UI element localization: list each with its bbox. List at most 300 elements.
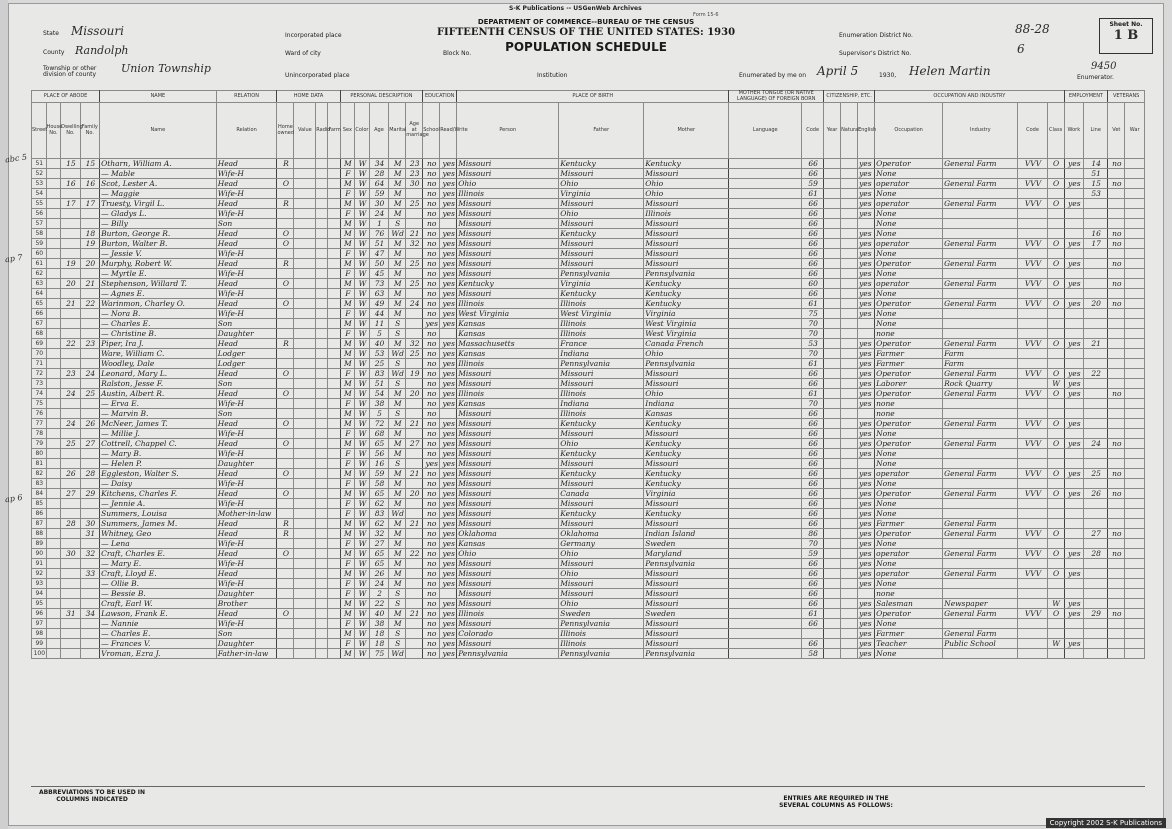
veteran: [1108, 289, 1125, 299]
sex: F: [340, 399, 355, 409]
immigration-year: [824, 329, 841, 339]
veteran: [1108, 509, 1125, 519]
war: [1125, 399, 1145, 409]
birthplace-code: 58: [802, 649, 824, 659]
school: no: [423, 259, 440, 269]
home-owned: R: [277, 519, 294, 529]
column-header: English: [858, 103, 875, 159]
institution-label: Institution: [537, 72, 568, 79]
read-write: yes: [440, 289, 457, 299]
naturalization: [841, 269, 858, 279]
language: [729, 519, 802, 529]
sex: M: [340, 279, 355, 289]
industry: General Farm: [943, 569, 1018, 579]
industry: [943, 229, 1018, 239]
language: [729, 619, 802, 629]
color: W: [355, 329, 370, 339]
occupation: Farmer: [875, 629, 943, 639]
industry: [943, 309, 1018, 319]
unemployment-line: [1084, 559, 1108, 569]
radio: [316, 599, 328, 609]
school: no: [423, 279, 440, 289]
person-name: — Charles E.: [100, 629, 217, 639]
home-value: [294, 209, 316, 219]
immigration-year: [824, 439, 841, 449]
person-name: Leonard, Mary L.: [100, 369, 217, 379]
radio: [316, 409, 328, 419]
naturalization: [841, 199, 858, 209]
relation: Head: [216, 389, 277, 399]
birthplace: Missouri: [457, 499, 559, 509]
birthplace: Missouri: [457, 199, 559, 209]
school: no: [423, 289, 440, 299]
block-label: Block No.: [443, 50, 472, 57]
industry: [943, 209, 1018, 219]
immigration-year: [824, 399, 841, 409]
relation: Wife-H: [216, 539, 277, 549]
family-number: [80, 579, 99, 589]
line-number: 82: [32, 469, 47, 479]
school: no: [423, 299, 440, 309]
occupation-code: VVV: [1018, 489, 1047, 499]
family-number: [80, 459, 99, 469]
at-work: [1064, 359, 1083, 369]
at-work: [1064, 629, 1083, 639]
marital: M: [389, 609, 406, 619]
language: [729, 539, 802, 549]
industry: [943, 319, 1018, 329]
sex: F: [340, 289, 355, 299]
family-number: [80, 619, 99, 629]
unemployment-line: 24: [1084, 439, 1108, 449]
dwelling-number: 17: [61, 199, 80, 209]
birthplace-code: 75: [802, 309, 824, 319]
age-at-marriage: 30: [406, 179, 423, 189]
line-number: 80: [32, 449, 47, 459]
home-value: [294, 349, 316, 359]
age-at-marriage: [406, 379, 423, 389]
family-number: [80, 509, 99, 519]
person-name: — Millie J.: [100, 429, 217, 439]
age-at-marriage: [406, 319, 423, 329]
school: no: [423, 569, 440, 579]
occupation-code: [1018, 249, 1047, 259]
war: [1125, 489, 1145, 499]
column-header: Age: [369, 103, 388, 159]
veteran: no: [1108, 389, 1125, 399]
war: [1125, 619, 1145, 629]
class-of-worker: [1047, 209, 1064, 219]
school: no: [423, 269, 440, 279]
naturalization: [841, 559, 858, 569]
school: no: [423, 479, 440, 489]
age: 47: [369, 249, 388, 259]
sex: M: [340, 629, 355, 639]
occupation-code: [1018, 519, 1047, 529]
read-write: yes: [440, 189, 457, 199]
occupation-code: VVV: [1018, 299, 1047, 309]
marital: S: [389, 639, 406, 649]
farm: [328, 209, 340, 219]
unemployment-line: [1084, 209, 1108, 219]
relation: Head: [216, 229, 277, 239]
occupation: Operator: [875, 609, 943, 619]
table-row: [32, 499, 1145, 509]
line-number: 73: [32, 379, 47, 389]
age-at-marriage: [406, 209, 423, 219]
class-of-worker: O: [1047, 569, 1064, 579]
occupation: None: [875, 579, 943, 589]
marital: M: [389, 289, 406, 299]
speaks-english: yes: [858, 479, 875, 489]
line-number: 61: [32, 259, 47, 269]
war: [1125, 179, 1145, 189]
radio: [316, 579, 328, 589]
occupation-code: VVV: [1018, 259, 1047, 269]
birthplace-code: 66: [802, 269, 824, 279]
unemployment-line: 28: [1084, 549, 1108, 559]
mother-birthplace: Indiana: [644, 399, 729, 409]
school: no: [423, 489, 440, 499]
family-number: [80, 329, 99, 339]
farm: [328, 319, 340, 329]
father-birthplace: Ohio: [559, 439, 644, 449]
occupation-code: [1018, 399, 1047, 409]
sex: F: [340, 189, 355, 199]
person-name: — Jessie V.: [100, 249, 217, 259]
group-veterans: VETERANS: [1108, 91, 1145, 103]
radio: [316, 259, 328, 269]
birthplace: Missouri: [457, 509, 559, 519]
unemployment-line: [1084, 279, 1108, 289]
relation: Wife-H: [216, 209, 277, 219]
family-number: [80, 629, 99, 639]
mother-birthplace: Kentucky: [644, 509, 729, 519]
unemployment-line: 27: [1084, 529, 1108, 539]
home-value: [294, 199, 316, 209]
birthplace-code: 66: [802, 259, 824, 269]
color: W: [355, 449, 370, 459]
speaks-english: yes: [858, 399, 875, 409]
birthplace-code: 60: [802, 279, 824, 289]
population-schedule-table: [31, 90, 1145, 659]
read-write: yes: [440, 379, 457, 389]
birthplace: Missouri: [457, 619, 559, 629]
immigration-year: [824, 419, 841, 429]
occupation: operator: [875, 239, 943, 249]
home-value: [294, 649, 316, 659]
speaks-english: yes: [858, 639, 875, 649]
supervisor-label: Supervisor's District No.: [839, 50, 912, 57]
birthplace: Missouri: [457, 439, 559, 449]
farm: [328, 489, 340, 499]
column-header: Occupation: [875, 103, 943, 159]
color: W: [355, 389, 370, 399]
school: no: [423, 549, 440, 559]
language: [729, 599, 802, 609]
class-of-worker: [1047, 409, 1064, 419]
war: [1125, 199, 1145, 209]
mother-birthplace: Maryland: [644, 549, 729, 559]
immigration-year: [824, 349, 841, 359]
line-number: 87: [32, 519, 47, 529]
naturalization: [841, 449, 858, 459]
home-owned: [277, 569, 294, 579]
immigration-year: [824, 269, 841, 279]
birthplace: Missouri: [457, 489, 559, 499]
age-at-marriage: 21: [406, 469, 423, 479]
read-write: yes: [440, 199, 457, 209]
table-row: [32, 159, 1145, 169]
home-owned: [277, 329, 294, 339]
dwelling-number: 22: [61, 339, 80, 349]
occupation: Farmer: [875, 359, 943, 369]
language: [729, 639, 802, 649]
dwelling-number: [61, 399, 80, 409]
house-number: [46, 239, 61, 249]
speaks-english: yes: [858, 519, 875, 529]
mother-birthplace: Canada French: [644, 339, 729, 349]
house-number: [46, 219, 61, 229]
color: W: [355, 259, 370, 269]
speaks-english: yes: [858, 559, 875, 569]
speaks-english: yes: [858, 279, 875, 289]
dwelling-number: [61, 559, 80, 569]
home-value: [294, 589, 316, 599]
war: [1125, 219, 1145, 229]
home-value: [294, 239, 316, 249]
radio: [316, 349, 328, 359]
at-work: [1064, 329, 1083, 339]
at-work: yes: [1064, 469, 1083, 479]
age-at-marriage: 21: [406, 419, 423, 429]
unemployment-line: 15: [1084, 179, 1108, 189]
father-birthplace: Missouri: [559, 579, 644, 589]
school: no: [423, 339, 440, 349]
person-name: — Charles E.: [100, 319, 217, 329]
home-owned: [277, 449, 294, 459]
home-value: [294, 629, 316, 639]
table-row: [32, 469, 1145, 479]
house-number: [46, 619, 61, 629]
table-row: [32, 449, 1145, 459]
person-name: Warinmon, Charley O.: [100, 299, 217, 309]
school: no: [423, 499, 440, 509]
immigration-year: [824, 549, 841, 559]
speaks-english: yes: [858, 359, 875, 369]
read-write: yes: [440, 279, 457, 289]
war: [1125, 479, 1145, 489]
read-write: yes: [440, 499, 457, 509]
enumerated-year: 1930,: [879, 72, 897, 79]
at-work: [1064, 539, 1083, 549]
dwelling-number: [61, 219, 80, 229]
immigration-year: [824, 479, 841, 489]
language: [729, 219, 802, 229]
occupation: Farmer: [875, 519, 943, 529]
naturalization: [841, 389, 858, 399]
occupation: None: [875, 459, 943, 469]
occupation: Teacher: [875, 639, 943, 649]
radio: [316, 439, 328, 449]
speaks-english: yes: [858, 379, 875, 389]
language: [729, 389, 802, 399]
speaks-english: yes: [858, 599, 875, 609]
read-write: yes: [440, 599, 457, 609]
scan-edge: [0, 0, 8, 829]
read-write: yes: [440, 369, 457, 379]
speaks-english: yes: [858, 339, 875, 349]
person-name: Ralston, Jesse F.: [100, 379, 217, 389]
naturalization: [841, 509, 858, 519]
naturalization: [841, 219, 858, 229]
unemployment-line: 21: [1084, 339, 1108, 349]
person-name: Burton, George R.: [100, 229, 217, 239]
occupation: None: [875, 619, 943, 629]
at-work: yes: [1064, 609, 1083, 619]
home-owned: [277, 309, 294, 319]
at-work: [1064, 269, 1083, 279]
age-at-marriage: [406, 649, 423, 659]
marital: S: [389, 589, 406, 599]
industry: [943, 399, 1018, 409]
house-number: [46, 339, 61, 349]
language: [729, 299, 802, 309]
age-at-marriage: 25: [406, 279, 423, 289]
line-number: 79: [32, 439, 47, 449]
home-value: [294, 319, 316, 329]
father-birthplace: Missouri: [559, 259, 644, 269]
language: [729, 319, 802, 329]
birthplace-code: 66: [802, 379, 824, 389]
veteran: no: [1108, 609, 1125, 619]
age: 24: [369, 579, 388, 589]
veteran: [1108, 639, 1125, 649]
dwelling-number: [61, 289, 80, 299]
occupation-code: [1018, 639, 1047, 649]
line-number: 96: [32, 609, 47, 619]
birthplace: Missouri: [457, 209, 559, 219]
mother-birthplace: Missouri: [644, 459, 729, 469]
sex: M: [340, 489, 355, 499]
home-value: [294, 599, 316, 609]
at-work: yes: [1064, 439, 1083, 449]
war: [1125, 349, 1145, 359]
family-number: [80, 189, 99, 199]
speaks-english: yes: [858, 529, 875, 539]
language: [729, 309, 802, 319]
age: 30: [369, 199, 388, 209]
class-of-worker: O: [1047, 469, 1064, 479]
radio: [316, 379, 328, 389]
industry: General Farm: [943, 629, 1018, 639]
farm: [328, 219, 340, 229]
radio: [316, 639, 328, 649]
speaks-english: yes: [858, 569, 875, 579]
school: no: [423, 219, 440, 229]
immigration-year: [824, 369, 841, 379]
dwelling-number: 26: [61, 469, 80, 479]
family-number: 23: [80, 339, 99, 349]
language: [729, 279, 802, 289]
naturalization: [841, 439, 858, 449]
enumerator-label: Enumerator.: [1077, 74, 1114, 81]
speaks-english: yes: [858, 309, 875, 319]
naturalization: [841, 499, 858, 509]
class-of-worker: O: [1047, 339, 1064, 349]
school: no: [423, 369, 440, 379]
mother-birthplace: West Virginia: [644, 329, 729, 339]
read-write: yes: [440, 319, 457, 329]
speaks-english: yes: [858, 199, 875, 209]
farm: [328, 599, 340, 609]
birthplace-code: [802, 629, 824, 639]
family-number: 30: [80, 519, 99, 529]
immigration-year: [824, 539, 841, 549]
person-name: — Maggie: [100, 189, 217, 199]
school: no: [423, 579, 440, 589]
house-number: [46, 409, 61, 419]
table-row: [32, 169, 1145, 179]
dwelling-number: [61, 209, 80, 219]
mother-birthplace: Missouri: [644, 429, 729, 439]
relation: Head: [216, 489, 277, 499]
farm: [328, 539, 340, 549]
mother-birthplace: Missouri: [644, 639, 729, 649]
veteran: [1108, 339, 1125, 349]
occupation-code: VVV: [1018, 469, 1047, 479]
language: [729, 229, 802, 239]
age-at-marriage: [406, 409, 423, 419]
birthplace: Kansas: [457, 349, 559, 359]
sheet-label: Sheet No.: [1109, 21, 1143, 28]
veteran: [1108, 199, 1125, 209]
occupation-code: [1018, 309, 1047, 319]
father-birthplace: Illinois: [559, 319, 644, 329]
farm: [328, 479, 340, 489]
home-value: [294, 539, 316, 549]
home-owned: [277, 639, 294, 649]
dwelling-number: 15: [61, 159, 80, 169]
unemployment-line: [1084, 579, 1108, 589]
person-name: — Frances V.: [100, 639, 217, 649]
dwelling-number: [61, 499, 80, 509]
mother-birthplace: Ohio: [644, 189, 729, 199]
at-work: [1064, 249, 1083, 259]
house-number: [46, 579, 61, 589]
language: [729, 179, 802, 189]
farm: [328, 399, 340, 409]
class-of-worker: O: [1047, 529, 1064, 539]
immigration-year: [824, 259, 841, 269]
radio: [316, 429, 328, 439]
color: W: [355, 529, 370, 539]
dwelling-number: 16: [61, 179, 80, 189]
line-number: 51: [32, 159, 47, 169]
occupation-code: VVV: [1018, 159, 1047, 169]
column-header: Radio: [316, 103, 328, 159]
war: [1125, 259, 1145, 269]
line-number: 85: [32, 499, 47, 509]
radio: [316, 209, 328, 219]
radio: [316, 539, 328, 549]
dwelling-number: 28: [61, 519, 80, 529]
color: W: [355, 399, 370, 409]
farm: [328, 189, 340, 199]
occupation-code: [1018, 359, 1047, 369]
father-birthplace: Pennsylvania: [559, 269, 644, 279]
age: 54: [369, 389, 388, 399]
